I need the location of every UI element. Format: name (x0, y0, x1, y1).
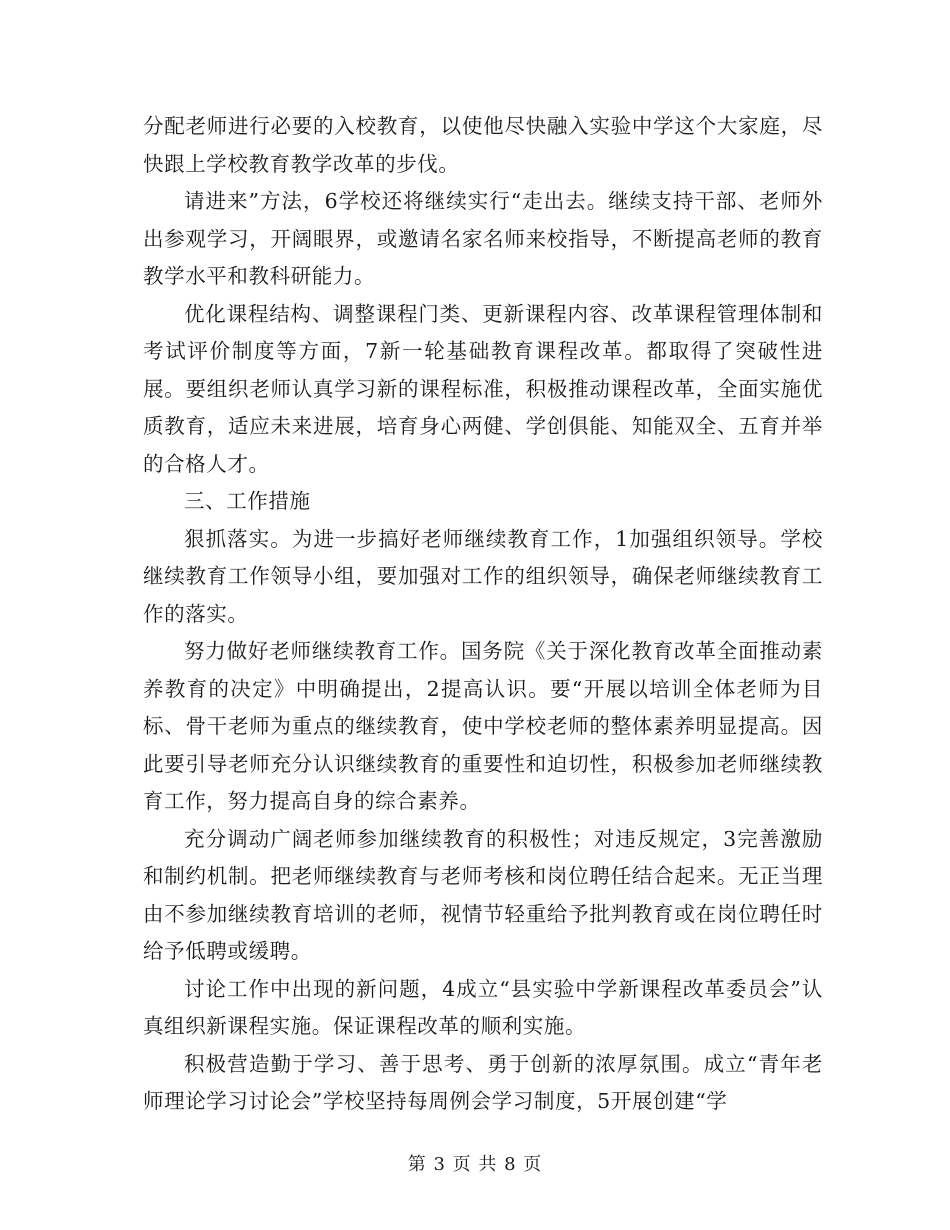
page-number-footer: 第 3 页 共 8 页 (407, 1154, 543, 1175)
paragraph-measure-5: 积极营造勤于学习、善于思考、勇于创新的浓厚氛围。成立“青年老师理论学习讨论会”学校坚持每周例会学习制度，5开展创建“学 (143, 1051, 823, 1113)
paragraph-measure-3: 充分调动广阔老师参加继续教育的积极性；对违反规定，3完善激励和制约机制。把老师继续教育与老师考核和岗位聘任结合起来。无正当理由不参加继续教育培训的老师，视情节轻重给予批判教育或在岗位聘任时给予低聘或缓聘。 (143, 826, 823, 963)
paragraph-measure-2: 努力做好老师继续教育工作。国务院《关于深化教育改革全面推动素养教育的决定》中明确提出，2提高认识。要“开展以培训全体老师为目标、骨干老师为重点的继续教育，使中学校老师的整体素养明显提高。因此要引导老师充分认识继续教育的重要性和迫切性，积极参加老师继续教育工作，努力提高自身的综合素养。 (143, 639, 823, 813)
paragraph-curriculum-reform: 优化课程结构、调整课程门类、更新课程内容、改革课程管理体制和考试评价制度等方面，7新一轮基础教育课程改革。都取得了突破性进展。要组织老师认真学习新的课程标准，积极推动课程改革，全面实施优质教育，适应未来进展，培育身心两健、学创俱能、知能双全、五育并举的合格人才。 (143, 301, 823, 476)
paragraph-continuation: 分配老师进行必要的入校教育，以使他尽快融入实验中学这个大家庭，尽快跟上学校教育教学改革的步伐。 (143, 114, 823, 176)
paragraph-measure-1: 狠抓落实。为进一步搞好老师继续教育工作，1加强组织领导。学校继续教育工作领导小组，要加强对工作的组织领导，确保老师继续教育工作的落实。 (143, 526, 823, 626)
paragraph-measure-4: 讨论工作中出现的新问题，4成立“县实验中学新课程改革委员会”认真组织新课程实施。保证课程改革的顺利实施。 (143, 976, 823, 1038)
section-heading-work-measures: 三、工作措施 (184, 489, 311, 513)
document-body (143, 108, 823, 1121)
paragraph-invite-experts: 请进来”方法，6学校还将继续实行“走出去。继续支持干部、老师外出参观学习，开阔眼界，或邀请名家名师来校指导，不断提高老师的教育教学水平和教科研能力。 (143, 189, 823, 288)
